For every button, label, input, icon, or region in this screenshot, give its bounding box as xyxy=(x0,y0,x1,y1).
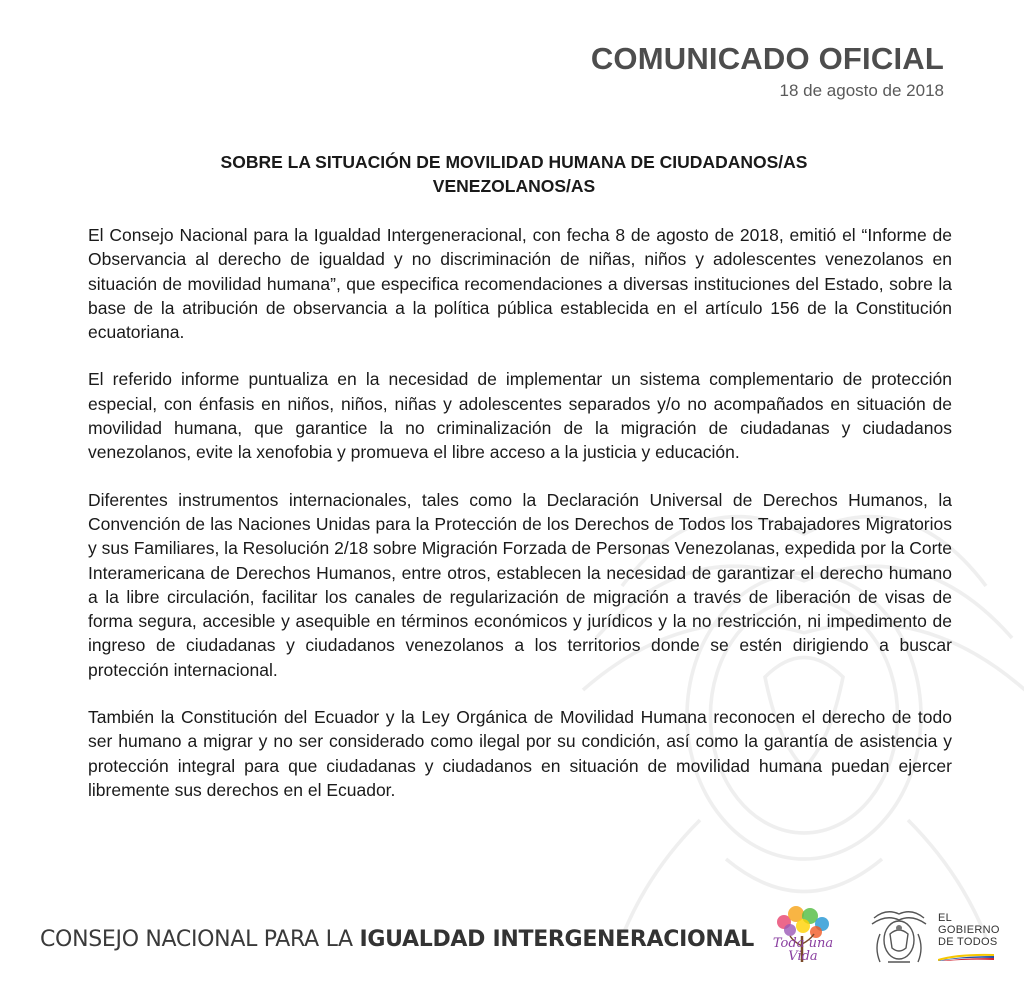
body-paragraph-1: El Consejo Nacional para la Igualdad Intergeneracional, con fecha 8 de agosto de 2018, emitió el “Informe de Observancia al derecho de igualdad y no discriminación de niñas, niños y adolescentes venezolanos en situación de movilidad humana”, que especifica recomendaciones a diversas instituciones del Estado, sobre la base de la atribución de observancia a la política pública establecida en el artículo 156 de la Constitución ecuatoriana. xyxy=(88,225,952,343)
gobierno-line-1: EL xyxy=(938,912,953,924)
organization-name-bold: IGUALDAD INTERGENERACIONAL xyxy=(359,927,754,952)
document-header xyxy=(591,40,944,102)
document-title: COMUNICADO OFICIAL xyxy=(590,41,944,76)
organization-name xyxy=(40,924,754,955)
ecuador-coat-of-arms-icon xyxy=(866,904,932,970)
document-date: 18 de agosto de 2018 xyxy=(779,81,944,100)
document-subject xyxy=(88,150,940,198)
body-paragraph-2: El referido informe puntualiza en la necesidad de implementar un sistema complementario de protección especial, con énfasis en niños, niños, niñas y adolescentes separados y/o no acompañados en situación de movilidad humana, que garantice la no criminalización de la migración de ciudadanas y ciudadanos venezolanos, evite la xenofobia y promueva el libre acceso a la justicia y educación. xyxy=(88,369,952,463)
toda-una-vida-label: Toda una Vida xyxy=(772,936,834,964)
gobierno-de-todos-logo xyxy=(938,912,1008,966)
document-body xyxy=(88,223,952,825)
organization-name-light: CONSEJO NACIONAL PARA LA xyxy=(40,927,360,952)
body-paragraph-3: Diferentes instrumentos internacionales, tales como la Declaración Universal de Derechos Humanos, la Convención de las Naciones Unidas para la Protección de los Derechos de Todos los Trabajadores Migratorios y sus Familiares, la Resolución 2/18 sobre Migración Forzada de Personas Venezolanas, expedida por la Corte Interamericana de Derechos Humanos, entre otros, establecen la necesidad de garantizar el derecho humano a la libre circulación, facilitar los canales de regularización de migración a través de liberación de visas de forma segura, accesible y asequible en términos económicos y jurídicos y la no restricción, ni impedimento de ingreso de ciudadanas y ciudadanos venezolanos a los territorios donde se estén dirigiendo a buscar protección internacional. xyxy=(88,489,952,680)
gobierno-line-3: DE TODOS xyxy=(938,936,998,948)
gobierno-line-2: GOBIERNO xyxy=(938,924,1000,936)
subject-line-1: SOBRE LA SITUACIÓN DE MOVILIDAD HUMANA DE CIUDADANOS/AS xyxy=(220,152,808,172)
body-paragraph-4: También la Constitución del Ecuador y la Ley Orgánica de Movilidad Humana reconocen el derecho de todo ser humano a migrar y no ser considerado como ilegal por su condición, así como la garantía de asistencia y protección integral para que ciudadanas y ciudadanos en situación de movilidad humana puedan ejercer libremente sus derechos en el Ecuador. xyxy=(88,707,952,800)
ecuador-flag-stripe-icon xyxy=(938,953,994,961)
subject-line-2: VENEZOLANOS/AS xyxy=(432,176,596,196)
